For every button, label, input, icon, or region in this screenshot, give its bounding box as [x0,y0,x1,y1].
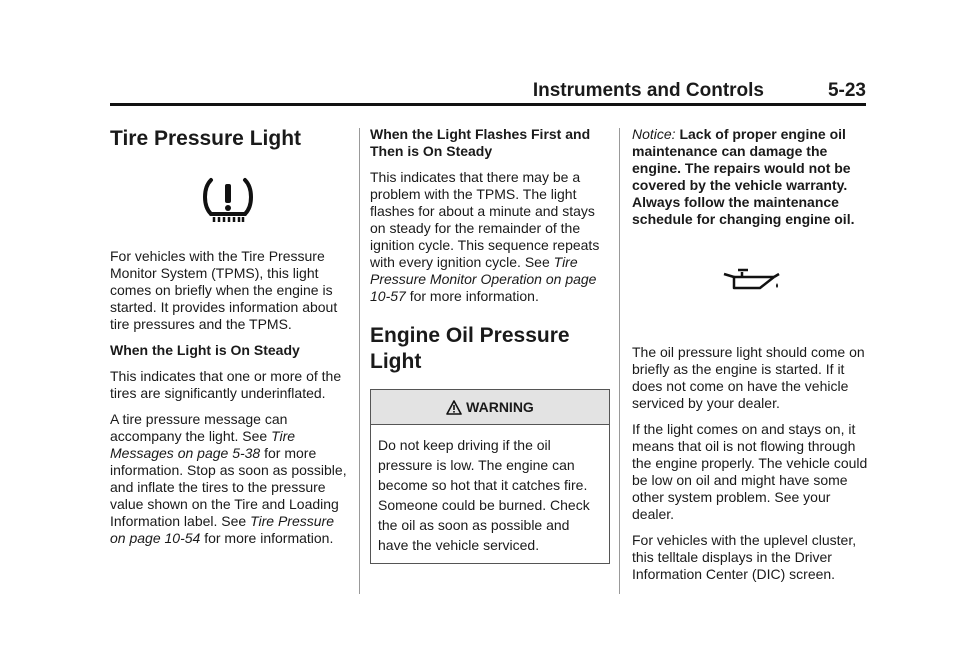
oil-can-icon [720,264,782,296]
page-number: 5-23 [827,80,866,101]
section-title: Instruments and Controls [532,80,764,101]
column-3 [632,126,868,592]
text-span: for more information. Stop as soon as possible, and inflate the tires to the pressure value shown on the Tire and Loading Information label. See [110,445,347,529]
notice-paragraph [632,126,868,228]
tire-pressure-link[interactable]: Tire Pressure on page 10-54 [110,513,334,546]
oil-paragraph-2: If the light comes on and stays on, it means that oil is not flowing through the engine properly. The vehicle could be low on oil and might have some other system problem. See your dealer. [632,421,868,522]
flash-paragraph [370,169,610,305]
steady-heading: When the Light is On Steady [110,342,300,358]
engine-oil-heading: Engine Oil Pressure Light [370,324,570,373]
text-span: This indicates that there may be a problem with the TPMS. The light flashes for about a minute and stays on steady for the remainder of the ignition cycle. This sequence repeats with every ignition cycle. See [370,169,600,270]
tire-messages-link[interactable]: Tire Messages on page 5-38 [110,428,296,461]
tpms-intro: For vehicles with the Tire Pressure Monitor System (TPMS), this light comes on briefly when the engine is started. It provides information about tire pressures and the TPMS. [110,248,338,332]
notice-text: Lack of proper engine oil maintenance can damage the engine. The repairs would not be covered by the vehicle warranty. Always follow the maintenance schedule for changing engine oil. [632,126,855,227]
steady-text: This indicates that one or more of the tires are significantly underinflated. [110,368,342,401]
column-2 [370,126,610,564]
text-span: for more information. [405,288,539,304]
text-span: A tire pressure message can accompany the light. See [110,411,288,444]
warning-box [370,389,610,564]
header-rule [110,103,866,106]
column-1 [110,126,350,556]
flash-heading: When the Light Flashes First and Then is On Steady [370,126,591,159]
tire-pressure-warning-icon [200,176,256,224]
oil-paragraph-3: For vehicles with the uplevel cluster, this telltale displays in the Driver Information Center (DIC) screen. [632,532,857,582]
tpms-operation-link[interactable]: Tire Pressure Monitor Operation on page 10-57 [370,254,597,304]
warning-text: Do not keep driving if the oil pressure is low. The engine can become so hot that it catches fire. Someone could be burned. Check the oil as soon as possible and have the vehicle serviced. [378,437,590,553]
warning-header [371,390,609,425]
tire-message-paragraph [110,411,350,547]
column-divider [619,128,620,594]
warning-label: WARNING [466,398,534,415]
notice-label: Notice: [632,126,676,142]
column-divider [359,128,360,594]
warning-triangle-icon [446,400,462,415]
oil-paragraph-1: The oil pressure light should come on briefly as the engine is started. If it does not come on have the vehicle serviced by your dealer. [632,344,865,411]
tire-pressure-heading: Tire Pressure Light [110,127,302,150]
text-span: for more information. [200,530,334,546]
